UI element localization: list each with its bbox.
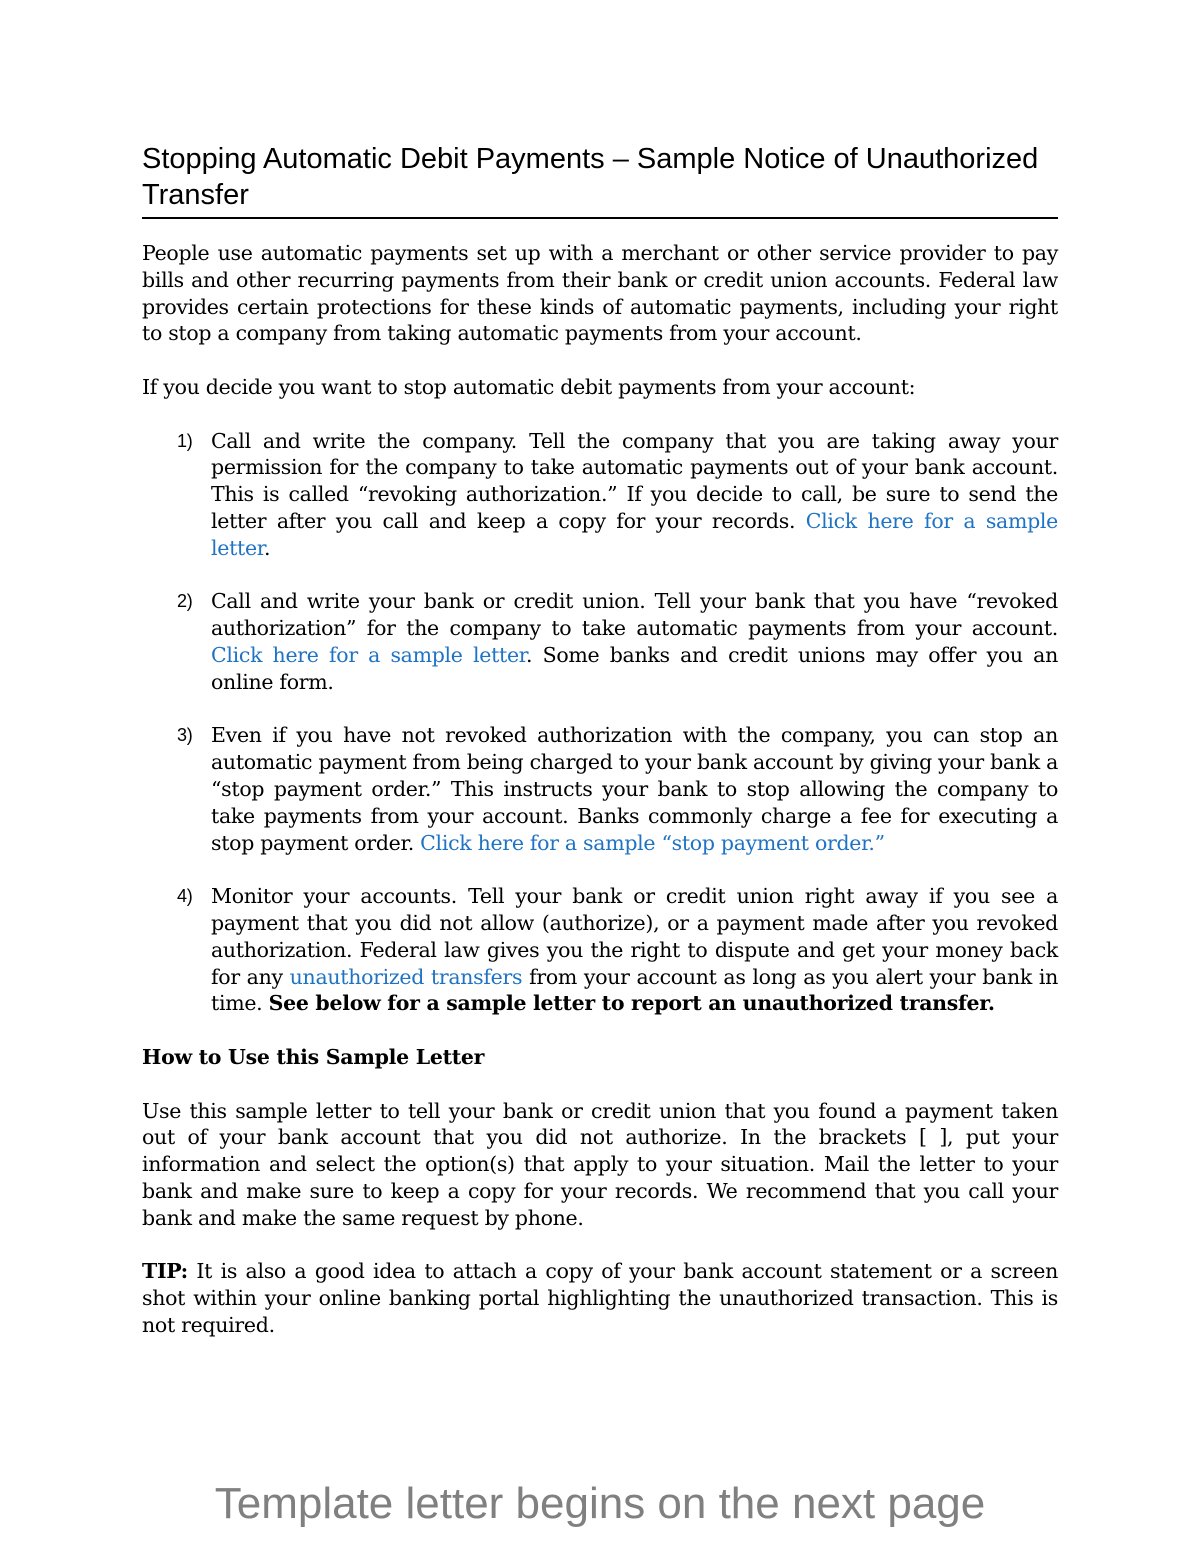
unauthorized-transfers-link[interactable]: unauthorized transfers [289,964,523,989]
howto-paragraph: Use this sample letter to tell your bank or credit union that you found a payment taken out of your bank account that you did not authorize. In the brackets [ ], put your information and select the option(s) that apply to your situation. Mail the letter to your bank and make sure to keep a copy for your records. We recommend that you call your bank and make the same request by phone. [142,1098,1058,1230]
sample-letter-company-link[interactable]: Click here for a sample letter [211,508,1059,560]
next-page-notice: Template letter begins on the next page [214,1479,986,1528]
step-number: 3) [177,725,193,746]
step-text-after: from your account as long as you alert your bank in time. [211,964,1058,1016]
step-item-3 [142,722,1058,856]
steps-list [142,428,1058,1018]
page-title: Stopping Automatic Debit Payments – Sample Notice of Unauthorized Transfer [142,141,1058,219]
step-bold-text: See below for a sample letter to report an unauthorized transfer. [268,991,995,1016]
stop-payment-order-link[interactable]: Click here for a sample “stop payment order.” [420,830,885,855]
tip-label: TIP: [142,1259,188,1284]
document-body [142,240,1058,1365]
tip-text: It is also a good idea to attach a copy of your bank account statement or a screen shot within your online banking portal highlighting the unauthorized transaction. This is not required. [142,1259,1058,1337]
intro-paragraph: People use automatic payments set up with a merchant or other service provider to pay bills and other recurring payments from their bank or credit union accounts. Federal law provides certain protections for these kinds of automatic payments, including your right to stop a company from taking automatic payments from your account. [142,241,1058,346]
lead-paragraph: If you decide you want to stop automatic debit payments from your account: [142,374,916,399]
step-item-1 [142,428,1058,562]
step-item-2 [142,588,1058,695]
step-text: Even if you have not revoked authorization with the company, you can stop an automatic payment from being charged to your bank account by giving your bank a “stop payment order.” This instructs your bank to stop allowing the company to take payments from your account. Banks commonly charge a fee for executing a stop payment order. [211,723,1058,855]
step-item-4 [142,883,1058,1017]
step-text-after: . [264,535,271,560]
tip-paragraph [142,1258,1058,1338]
step-text: Monitor your accounts. Tell your bank or credit union right away if you see a payment that you did not allow (authorize), or a payment made after you revoked authorization. Federal law gives you the right to dispute and get your money back for any [211,884,1058,989]
sample-letter-bank-link[interactable]: Click here for a sample letter [211,642,527,667]
step-text: Call and write your bank or credit union. Tell your bank that you have “revoked authorization” for the company to take automatic payments from your account. [211,589,1058,641]
step-number: 1) [177,430,193,451]
step-text-after: . Some banks and credit unions may offer you an online form. [211,642,1058,694]
step-number: 2) [177,591,193,612]
step-number: 4) [177,886,193,907]
step-text: Call and write the company. Tell the company that you are taking away your permission for the company to take automatic payments out of your bank account. This is called “revoking authorization.” If you decide to call, be sure to send the letter after you call and keep a copy for your records. [211,428,1058,533]
howto-heading: How to Use this Sample Letter [142,1044,485,1069]
